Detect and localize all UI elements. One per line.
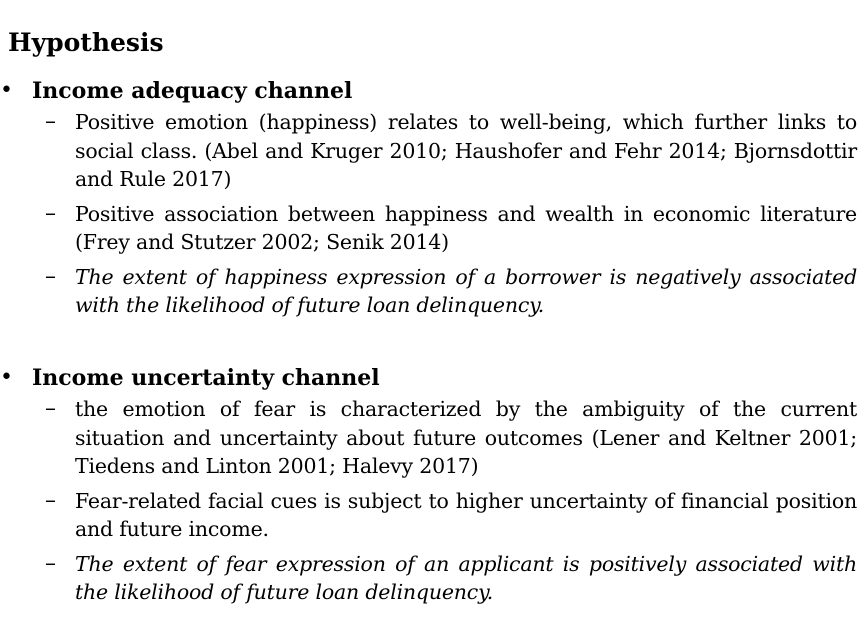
- dash-icon: –: [45, 109, 56, 134]
- bullet-row: [0, 361, 859, 395]
- list-item-text: the emotion of fear is characterized by the ambiguity of the current situation and uncertainty about future outcomes (Lener and Keltner 2001; Tiedens and Linton 2001; Halevy 2017): [75, 397, 857, 478]
- sub-list: [0, 395, 859, 607]
- list-item: [0, 263, 859, 320]
- section-income-adequacy: [0, 74, 859, 326]
- dash-icon: –: [45, 200, 56, 226]
- list-item-text: Fear-related facial cues is subject to higher uncertainty of financial position and future income.: [75, 488, 857, 541]
- sub-list: [0, 108, 859, 320]
- bullet-icon: •: [0, 78, 13, 103]
- list-item-text: Positive association between happiness and wealth in economic literature (Frey and Stutzer 2002; Senik 2014): [75, 201, 857, 254]
- section-heading: Income uncertainty channel: [32, 365, 380, 391]
- list-item: [0, 550, 859, 607]
- dash-icon: –: [45, 396, 56, 421]
- list-item: [0, 487, 859, 544]
- section-income-uncertainty: [0, 361, 859, 613]
- bullet-row: [0, 74, 859, 108]
- dash-icon: –: [45, 550, 56, 576]
- bullet-icon: •: [0, 365, 13, 390]
- list-item: [0, 395, 859, 481]
- dash-icon: –: [45, 263, 56, 289]
- hypothesis-statement: The extent of happiness expression of a borrower is negatively associated with the likelihood of future loan delinquency.: [75, 264, 857, 317]
- dash-icon: –: [45, 487, 56, 513]
- list-item: [0, 108, 859, 194]
- slide-title: Hypothesis: [8, 28, 164, 57]
- list-item-text: Positive emotion (happiness) relates to well-being, which further links to social class. (Abel and Kruger 2010; Haushofer and Fehr 2014; Bjornsdottir and Rule 2017): [75, 110, 857, 191]
- hypothesis-statement: The extent of fear expression of an applicant is positively associated with the likelihood of future loan delinquency.: [75, 551, 857, 604]
- list-item: [0, 200, 859, 257]
- section-heading: Income adequacy channel: [32, 78, 353, 104]
